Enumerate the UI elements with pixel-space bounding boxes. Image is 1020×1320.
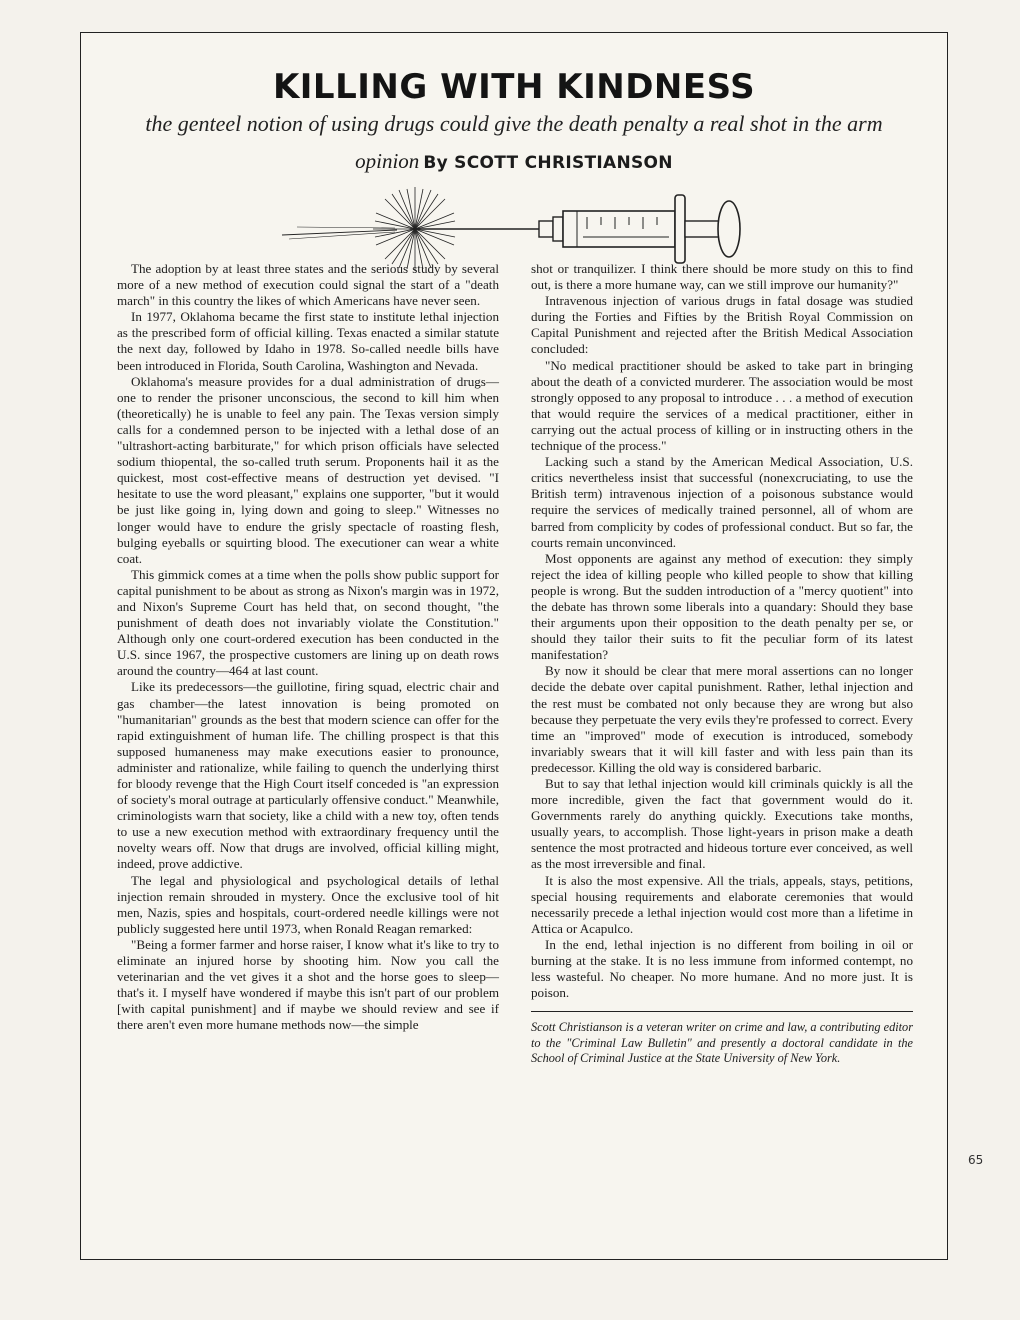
paragraph: In the end, lethal injection is no different from boiling in oil or burning at the stake. It is no less immune from informed contempt, no less wasteful. No cheaper. No more humane. And no more just. It is poison.: [531, 936, 913, 1001]
left-column: [117, 261, 499, 1201]
dek: the genteel notion of using drugs could give the death penalty a real shot in the arm: [145, 111, 883, 136]
byline-label: opinion: [355, 149, 420, 173]
paragraph: Most opponents are against any method of execution: they simply reject the idea of killing people who killed people to show that killing people is wrong. But the sudden introduction of a "mercy quotient" into the debate has thrown some liberals into a quandary: Should they base their arguments upon their opposition to the death penalty per se, or should they tailor their suits to fit the peculiar form of its latest manifestation?: [531, 550, 913, 663]
right-column: [531, 261, 913, 1201]
paragraph: The legal and physiological and psychological details of lethal injection remain shrouded in mystery. Once the exclusive tool of hit men, Nazis, spies and hospitals, court-ordered needle killings were not publicly suggested here until 1973, when Ronald Reagan remarked:: [117, 872, 499, 936]
paragraph: "No medical practitioner should be asked to take part in bringing about the death of a convicted murderer. The association would be most strongly opposed to any proposal to introduce . . . a method of execution that would require the services of a medical practitioner, either in carrying out the actual process of killing or in instructing others in the technique of the process.": [531, 357, 913, 454]
paragraph: Oklahoma's measure provides for a dual administration of drugs—one to render the prisoner unconscious, the second to kill him when (theoretically) he is unable to feel any pain. The Texas version simply calls for a condemned person to be injected with a lethal dose of an "ultrashort-acting barbiturate," for which prison officials have selected sodium thiopental, the so-called truth serum. Proponents hail it as the quickest, most cost-effective means of destruction yet devised. "I hesitate to use the word pleasant," explains one supporter, "but it would be just like going in, lying down and going to sleep." Witnesses no longer would have to endure the grisly spectacle of roasting flesh, bulging eyeballs or squirting blood. The executioner can wear a white coat.: [117, 373, 499, 566]
paragraph: This gimmick comes at a time when the polls show public support for capital punishment to be about as strong as Nixon's margin was in 1972, and Nixon's Supreme Court has held that, on second thought, "the punishment of death does not invariably violate the Constitution." Although only one court-ordered execution has been conducted in the U.S. since 1967, the prospective customers are lining up on death rows around the country—464 at last count.: [117, 566, 499, 679]
article-frame: [80, 32, 948, 1260]
paragraph: By now it should be clear that mere moral assertions can no longer decide the debate over capital punishment. Rather, lethal injection and the rest must be combated not only because they are wrong but also because they perpetuate the very evils they're professed to correct. Every time an "improved" mode of execution is introduced, somebody invariably swears that it will kill faster and with less pain than its predecessor. Killing the old way is considered barbaric.: [531, 663, 913, 775]
author-bio: Scott Christianson is a veteran writer on crime and law, a contributing editor to the "Criminal Law Bulletin" and presently a doctoral candidate in the School of Criminal Justice at the State University of New York.: [531, 1020, 913, 1066]
paragraph: Like its predecessors—the guillotine, firing squad, electric chair and gas chamber—the latest innovation is being promoted on "humanitarian" grounds as the best that modern science can offer for the rapid extinguishment of human life. The chilling prospect is that this supposed humaneness may make executions easier to pronounce, administer and rationalize, while failing to quench the underlying thirst for bloody revenge that the High Court itself conceded is "an expression of society's moral outrage at particularly offensive conduct." Meanwhile, criminologists warn that society, like a child with a new toy, often tends to use a new execution method with extraordinary frequency until the novelty wears off. Now that drugs are involved, official killing might, indeed, prove addictive.: [117, 679, 499, 872]
byline-name: By SCOTT CHRISTIANSON: [423, 153, 673, 173]
article-body: [117, 261, 913, 1201]
paragraph: In 1977, Oklahoma became the first state to institute lethal injection as the prescribed form of official killing. Texas enacted a similar statute the next day, followed by Idaho in 1978. So-called needle bills have been introduced in Florida, South Carolina, Washington and Nevada.: [117, 309, 499, 373]
bio-divider: [531, 1011, 913, 1012]
headline: KILLING WITH KINDNESS: [272, 67, 756, 107]
paragraph: shot or tranquilizer. I think there should be more study on this to find out, is there a more humane way, can we still improve our humanity?": [531, 261, 913, 293]
paragraph: Lacking such a stand by the American Medical Association, U.S. critics nevertheless insist that successful (nonexcruciating, to use the British term) intravenous injection of a poisonous substance would require the services of medically trained personnel, all of whom are barred from complicity by codes of professional conduct. But so far, the courts remain unconvinced.: [531, 454, 913, 550]
paragraph: But to say that lethal injection would kill criminals quickly is all the more incredible, given the fact that government would do it. Governments rarely do anything quickly. Executions take months, usually years, to accomplish. Those light-years in prison make a death sentence the most protracted and hideous torture ever conceived, as well as the most irreversible and final.: [531, 776, 913, 872]
paragraph: It is also the most expensive. All the trials, appeals, stays, petitions, special housing requirements and elaborate ceremonies that would necessarily precede a lethal injection would cost more than a lifetime in Attica or Acapulco.: [531, 872, 913, 936]
paragraph: The adoption by at least three states and the serious study by several more of a new method of execution could signal the start of a "death march" in this country the likes of which Americans have never seen.: [117, 261, 499, 309]
page-number: 65: [968, 1153, 984, 1167]
byline: [81, 149, 947, 174]
paragraph: "Being a former farmer and horse raiser, I know what it's like to try to eliminate an injured horse by shooting him. Now you call the veterinarian and the vet gives it a shot and the horse goes to sleep—that's it. I myself have wondered if maybe this isn't part of our problem [with capital punishment] and if maybe we should review and see if there aren't even more humane methods now—the simple: [117, 936, 499, 1033]
paragraph: Intravenous injection of various drugs in fatal dosage was studied during the Forties and Fifties by the British Royal Commission on Capital Punishment and rejected after the British Medical Association concluded:: [531, 293, 913, 357]
